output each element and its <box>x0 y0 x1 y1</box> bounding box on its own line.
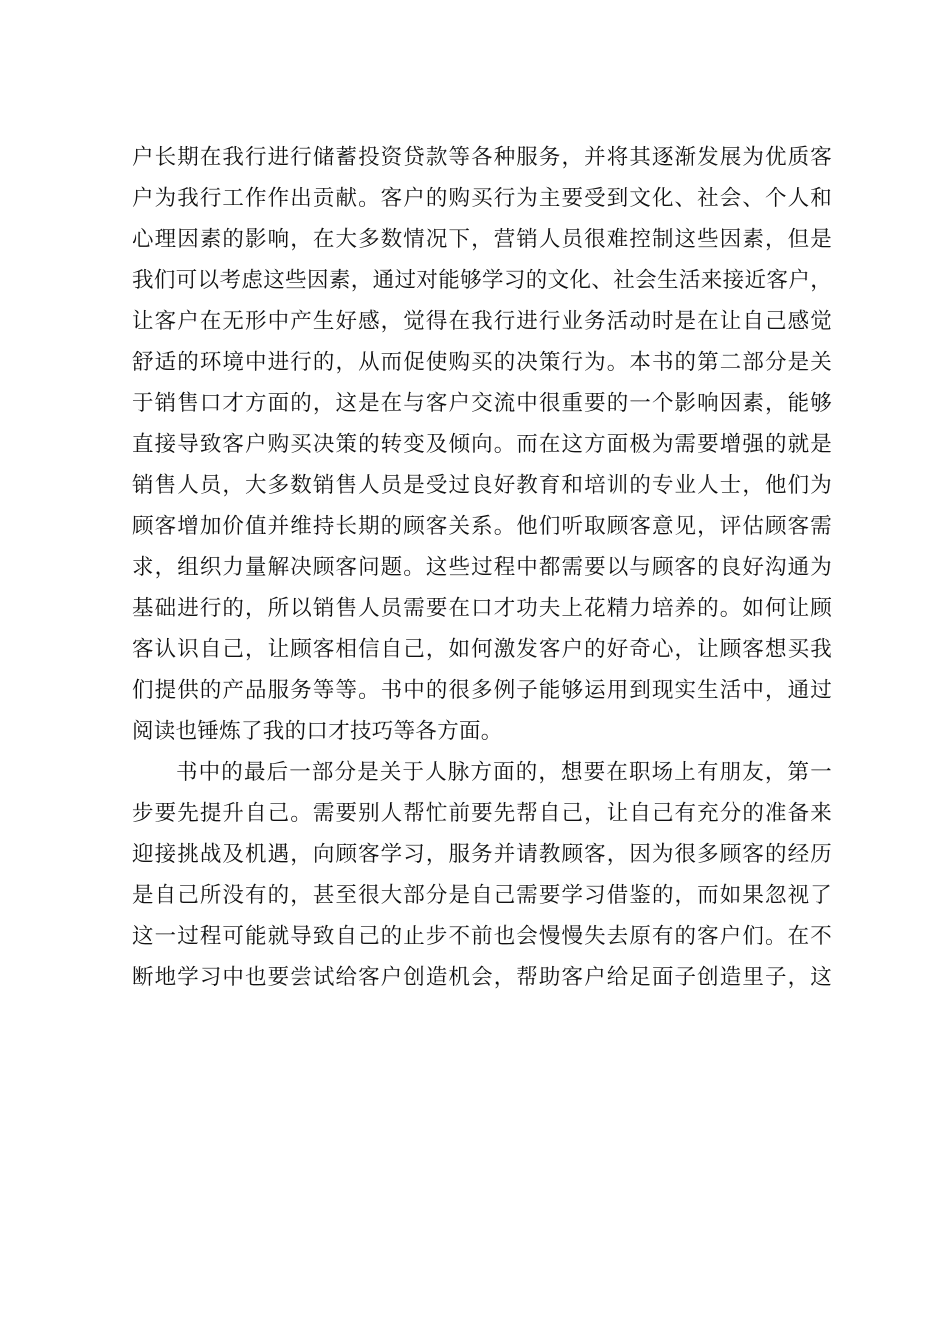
text-line: 步要先提升自己。需要别人帮忙前要先帮自己，让自己有充分的准备来 <box>132 801 832 826</box>
text-line: 断地学习中也要尝试给客户创造机会，帮助客户给足面子创造里子，这 <box>132 965 832 990</box>
text-line: 舒适的环境中进行的，从而促使购买的决策行为。本书的第二部分是关 <box>132 350 832 375</box>
text-line: 心理因素的影响，在大多数情况下，营销人员很难控制这些因素，但是 <box>132 227 832 252</box>
text-line: 书中的最后一部分是关于人脉方面的，想要在职场上有朋友，第一 <box>176 760 832 785</box>
text-line: 是自己所没有的，甚至很大部分是自己需要学习借鉴的，而如果忽视了 <box>132 883 832 908</box>
text-line: 户长期在我行进行储蓄投资贷款等各种服务，并将其逐渐发展为优质客 <box>132 145 832 170</box>
text-line: 这一过程可能就导致自己的止步不前也会慢慢失去原有的客户们。在不 <box>132 924 832 949</box>
text-line: 于销售口才方面的，这是在与客户交流中很重要的一个影响因素，能够 <box>132 391 832 416</box>
text-line: 们提供的产品服务等等。书中的很多例子能够运用到现实生活中，通过 <box>132 678 832 703</box>
text-line: 销售人员，大多数销售人员是受过良好教育和培训的专业人士，他们为 <box>132 473 832 498</box>
text-line: 基础进行的，所以销售人员需要在口才功夫上花精力培养的。如何让顾 <box>132 596 832 621</box>
text-line: 阅读也锤炼了我的口才技巧等各方面。 <box>132 719 503 744</box>
text-line: 我们可以考虑这些因素，通过对能够学习的文化、社会生活来接近客户， <box>132 268 832 293</box>
text-line: 客认识自己，让顾客相信自己，如何激发客户的好奇心，让顾客想买我 <box>132 637 832 662</box>
paragraph-1 <box>132 137 832 752</box>
text-line: 顾客增加价值并维持长期的顾客关系。他们听取顾客意见，评估顾客需 <box>132 514 832 539</box>
text-line: 求，组织力量解决顾客问题。这些过程中都需要以与顾客的良好沟通为 <box>132 555 832 580</box>
text-line: 直接导致客户购买决策的转变及倾向。而在这方面极为需要增强的就是 <box>132 432 832 457</box>
text-line: 让客户在无形中产生好感，觉得在我行进行业务活动时是在让自己感觉 <box>132 309 832 334</box>
paragraph-2 <box>132 752 832 998</box>
document-body <box>132 137 832 998</box>
text-line: 迎接挑战及机遇，向顾客学习，服务并请教顾客，因为很多顾客的经历 <box>132 842 832 867</box>
text-line: 户为我行工作作出贡献。客户的购买行为主要受到文化、社会、个人和 <box>132 186 832 211</box>
